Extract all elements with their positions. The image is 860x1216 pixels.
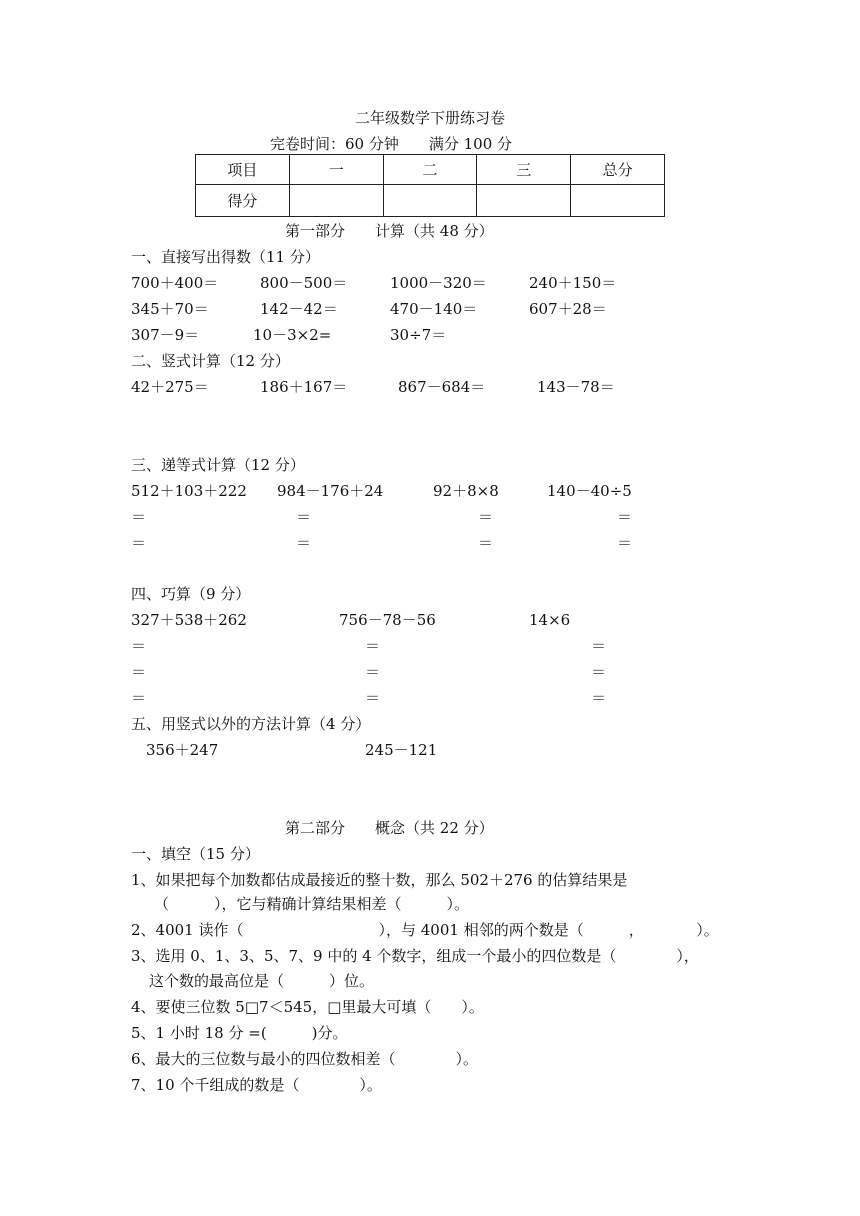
- score-cell-3[interactable]: [477, 185, 571, 217]
- problem: 10－3×2=: [253, 326, 332, 344]
- problem: 142－42＝: [260, 300, 338, 318]
- score-row-label: 得分: [196, 185, 290, 217]
- equals-sign: ＝: [591, 689, 607, 707]
- part2-title: 第二部分 概念（共 22 分）: [285, 819, 494, 837]
- equals-sign: ＝: [365, 689, 381, 707]
- equals-sign: ＝: [591, 637, 607, 655]
- problem: 327＋538＋262: [131, 611, 247, 629]
- problem: 42＋275＝: [131, 378, 209, 396]
- equals-sign: ＝: [131, 508, 147, 526]
- problem: 1000－320＝: [390, 274, 487, 292]
- p1-s1-title: 一、直接写出得数（11 分）: [131, 248, 320, 266]
- part1-title: 第一部分 计算（共 48 分）: [285, 222, 494, 240]
- score-cell-2[interactable]: [383, 185, 477, 217]
- p1-s2-title: 二、竖式计算（12 分）: [131, 352, 290, 370]
- score-cell-1[interactable]: [289, 185, 383, 217]
- page-title: 二年级数学下册练习卷: [354, 109, 505, 127]
- score-header-item: 项目: [196, 155, 290, 185]
- p1-s3-title: 三、递等式计算（12 分）: [131, 456, 305, 474]
- p2-s1-title: 一、填空（15 分）: [131, 845, 260, 863]
- question-1: 1、如果把每个加数都估成最接近的整十数，那么 502＋276 的估算结果是: [131, 871, 628, 889]
- problem: 867－684＝: [398, 378, 486, 396]
- problem: 186＋167＝: [260, 378, 348, 396]
- score-cell-total[interactable]: [571, 185, 665, 217]
- problem: 470－140＝: [390, 300, 478, 318]
- problem: 700＋400＝: [131, 274, 219, 292]
- problem: 345＋70＝: [131, 300, 209, 318]
- equals-sign: ＝: [296, 534, 312, 552]
- problem: 30÷7＝: [390, 326, 447, 344]
- problem: 356＋247: [146, 741, 219, 759]
- equals-sign: ＝: [591, 663, 607, 681]
- score-header-3: 三: [477, 155, 571, 185]
- problem: 140－40÷5: [547, 482, 632, 500]
- score-header-2: 二: [383, 155, 477, 185]
- equals-sign: ＝: [365, 637, 381, 655]
- equals-sign: ＝: [131, 663, 147, 681]
- question-2: 2、4001 读作（ ），与 4001 相邻的两个数是（ ， ）。: [131, 921, 719, 939]
- equals-sign: ＝: [296, 508, 312, 526]
- equals-sign: ＝: [131, 637, 147, 655]
- question-4: 4、要使三位数 5□7＜545，□里最大可填（ ）。: [131, 998, 484, 1016]
- question-7: 7、10 个千组成的数是（ ）。: [131, 1076, 382, 1094]
- problem: 607＋28＝: [529, 300, 607, 318]
- exam-info: 完卷时间：60 分钟 满分 100 分: [270, 135, 513, 153]
- equals-sign: ＝: [617, 508, 633, 526]
- equals-sign: ＝: [131, 689, 147, 707]
- score-table: [195, 154, 665, 217]
- problem: 756－78－56: [339, 611, 436, 629]
- p1-s5-title: 五、用竖式以外的方法计算（4 分）: [131, 715, 371, 733]
- problem: 245－121: [365, 741, 438, 759]
- equals-sign: ＝: [365, 663, 381, 681]
- question-1-cont: （ ），它与精确计算结果相差（ ）。: [154, 895, 470, 913]
- problem: 240＋150＝: [529, 274, 617, 292]
- problem: 984－176＋24: [277, 482, 384, 500]
- problem: 14×6: [529, 611, 571, 629]
- problem: 143－78＝: [537, 378, 615, 396]
- equals-sign: ＝: [478, 508, 494, 526]
- score-header-1: 一: [289, 155, 383, 185]
- problem: 512＋103＋222: [131, 482, 247, 500]
- problem: 92＋8×8: [433, 482, 499, 500]
- equals-sign: ＝: [617, 534, 633, 552]
- problem: 307－9＝: [131, 326, 200, 344]
- equals-sign: ＝: [478, 534, 494, 552]
- question-3: 3、选用 0、1、3、5、7、9 中的 4 个数字，组成一个最小的四位数是（ ），: [131, 947, 699, 965]
- score-header-total: 总分: [571, 155, 665, 185]
- problem: 800－500＝: [260, 274, 348, 292]
- p1-s4-title: 四、巧算（9 分）: [131, 585, 251, 603]
- question-6: 6、最大的三位数与最小的四位数相差（ ）。: [131, 1050, 479, 1068]
- equals-sign: ＝: [131, 534, 147, 552]
- question-5: 5、1 小时 18 分 =( )分。: [131, 1024, 348, 1042]
- question-3-cont: 这个数的最高位是（ ）位。: [149, 972, 375, 990]
